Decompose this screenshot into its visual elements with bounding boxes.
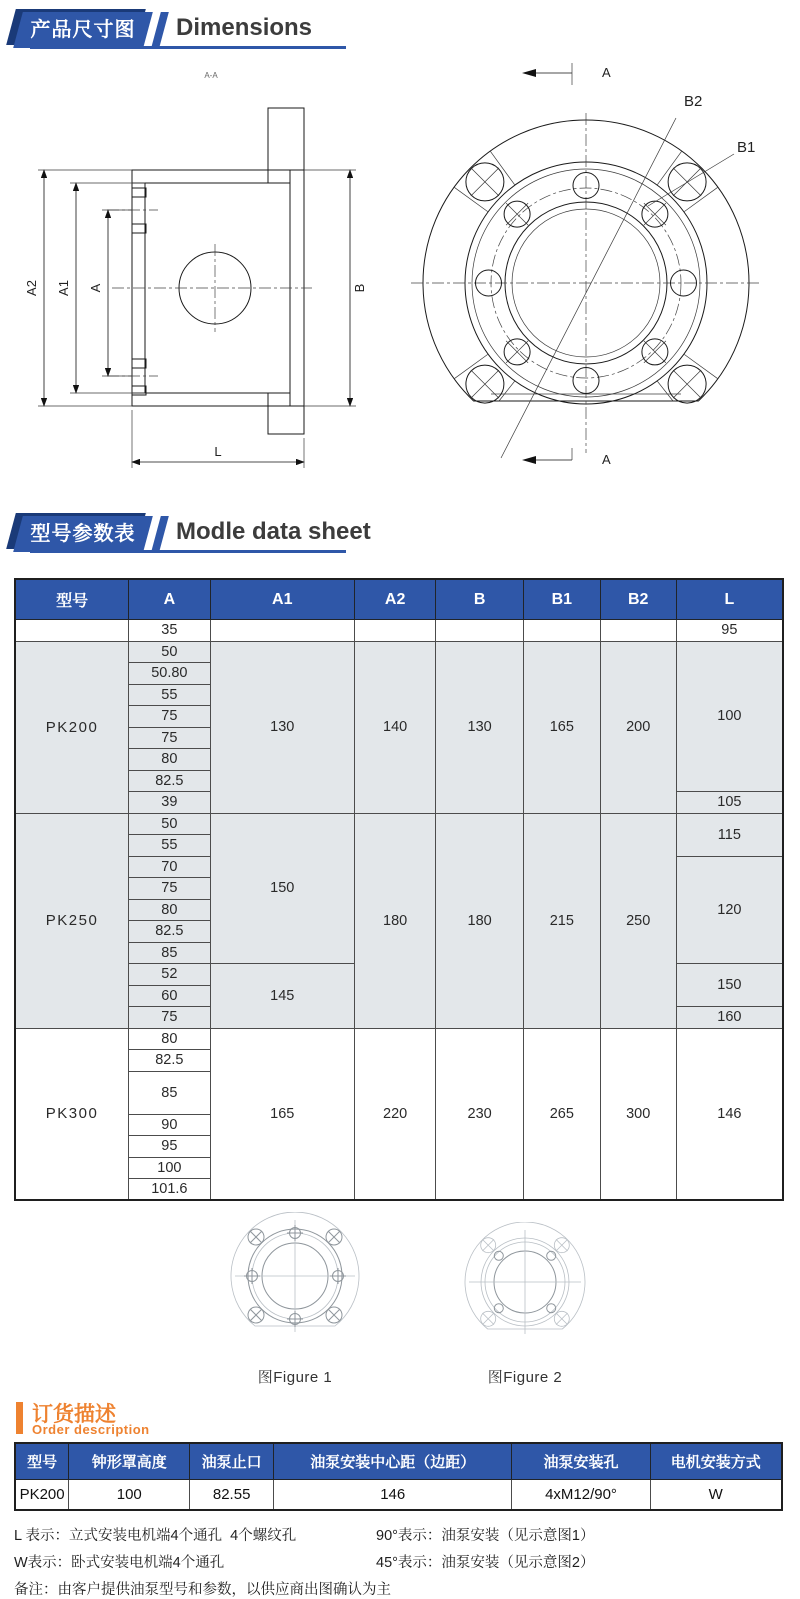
table-cell: 101.6 <box>129 1179 210 1201</box>
table-cell: 75 <box>129 727 210 749</box>
front-view-drawing <box>396 58 796 500</box>
table-cell: 250 <box>600 813 676 1028</box>
note-l-meaning: L 表示：立式安装电机端4个通孔 4个螺纹孔 <box>14 1528 297 1544</box>
table-cell: PK300 <box>15 1028 129 1200</box>
note-w-meaning: W表示：卧式安装电机端4个通孔 <box>14 1555 225 1571</box>
column-header: B <box>436 579 524 620</box>
table-cell: 35 <box>129 620 210 642</box>
table-cell: 150 <box>210 813 354 964</box>
section-underline <box>30 46 346 49</box>
figure-2-caption: 图Figure 2 <box>487 1369 563 1386</box>
column-header: 电机安装方式 <box>650 1443 782 1480</box>
column-header: 钟形罩高度 <box>69 1443 190 1480</box>
table-cell: 4xM12/90° <box>512 1480 650 1511</box>
section-title: Dimensions <box>176 14 313 41</box>
orange-accent-bar <box>16 1402 23 1434</box>
column-header: B1 <box>523 579 600 620</box>
table-cell: 130 <box>210 641 354 813</box>
table-cell: 230 <box>436 1028 524 1200</box>
table-cell <box>436 620 524 642</box>
table-cell: 165 <box>210 1028 354 1200</box>
table-cell: 39 <box>129 792 210 814</box>
table-cell: 50.80 <box>129 663 210 685</box>
table-cell <box>15 620 129 642</box>
dimensions-badge <box>13 12 153 48</box>
table-cell: 180 <box>354 813 435 1028</box>
column-header: A <box>129 579 210 620</box>
table-cell: 146 <box>676 1028 783 1200</box>
table-cell: 140 <box>354 641 435 813</box>
table-cell: 80 <box>129 1028 210 1050</box>
table-cell: 146 <box>273 1480 512 1511</box>
table-cell: 85 <box>129 1071 210 1114</box>
table-cell: 100 <box>676 641 783 792</box>
table-cell: 150 <box>676 964 783 1007</box>
table-cell: W <box>650 1480 782 1511</box>
column-header: 油泵止口 <box>190 1443 274 1480</box>
table-cell <box>354 620 435 642</box>
section-arrow-a-bottom: A <box>602 452 611 467</box>
table-cell <box>600 620 676 642</box>
table-cell: 265 <box>523 1028 600 1200</box>
table-cell: 100 <box>129 1157 210 1179</box>
table-cell: 82.5 <box>129 770 210 792</box>
badge-label: 产品尺寸图 <box>30 19 136 41</box>
dim-a1-label: A1 <box>56 280 71 296</box>
table-cell: 145 <box>210 964 354 1029</box>
model-data-table <box>14 578 784 1201</box>
figure-2-drawing <box>445 1222 605 1352</box>
badge-label: 型号参数表 <box>30 523 136 545</box>
badge-stripe <box>151 516 169 552</box>
section-header-dimensions <box>0 12 800 64</box>
dim-a2-label: A2 <box>24 280 39 296</box>
table-cell: 85 <box>129 942 210 964</box>
table-cell: 90 <box>129 1114 210 1136</box>
table-cell: 82.5 <box>129 921 210 943</box>
label-b1: B1 <box>737 139 756 156</box>
table-cell: 60 <box>129 985 210 1007</box>
table-cell: 200 <box>600 641 676 813</box>
column-header: 型号 <box>15 579 129 620</box>
label-b2: B2 <box>684 93 703 110</box>
figure-1-drawing <box>210 1212 380 1352</box>
table-cell: 75 <box>129 878 210 900</box>
table-cell: 160 <box>676 1007 783 1029</box>
table-cell: 75 <box>129 1007 210 1029</box>
table-cell <box>210 620 354 642</box>
table-cell: 105 <box>676 792 783 814</box>
side-section-drawing <box>12 58 388 500</box>
table-cell: 50 <box>129 641 210 663</box>
model-data-badge <box>13 516 153 552</box>
table-cell: PK200 <box>15 1480 69 1511</box>
table-cell: 130 <box>436 641 524 813</box>
column-header: A1 <box>210 579 354 620</box>
dim-b-label: B <box>352 283 367 293</box>
table-cell: 165 <box>523 641 600 813</box>
table-cell: 220 <box>354 1028 435 1200</box>
table-cell: 82.55 <box>190 1480 274 1511</box>
table-cell: 300 <box>600 1028 676 1200</box>
column-header: 型号 <box>15 1443 69 1480</box>
order-description-header <box>0 1398 800 1442</box>
order-table <box>14 1442 783 1511</box>
view-label: A-A <box>204 71 218 80</box>
column-header: 油泵安装中心距（边距） <box>273 1443 512 1480</box>
section-underline <box>30 550 346 553</box>
table-cell: 82.5 <box>129 1050 210 1072</box>
table-cell: 100 <box>69 1480 190 1511</box>
table-cell <box>523 620 600 642</box>
table-cell: PK250 <box>15 813 129 1028</box>
section-title: Modle data sheet <box>176 518 371 545</box>
table-cell: 55 <box>129 835 210 857</box>
note-45-meaning: 45°表示：油泵安装（见示意图2） <box>376 1555 595 1571</box>
dim-a-label: A <box>88 283 103 293</box>
table-cell: 50 <box>129 813 210 835</box>
order-title-cn: 订货描述 <box>32 1403 116 1426</box>
table-cell: 80 <box>129 899 210 921</box>
column-header: A2 <box>354 579 435 620</box>
table-cell: 95 <box>676 620 783 642</box>
table-cell: 52 <box>129 964 210 986</box>
note-remark: 备注：由客户提供油泵型号和参数，以供应商出图确认为主 <box>14 1582 391 1598</box>
badge-stripe <box>151 12 169 48</box>
table-cell: PK200 <box>15 641 129 813</box>
table-cell: 115 <box>676 813 783 856</box>
section-arrow-a-top: A <box>602 65 611 80</box>
table-cell: 180 <box>436 813 524 1028</box>
section-header-model-data <box>0 516 800 568</box>
table-cell: 70 <box>129 856 210 878</box>
column-header: 油泵安装孔 <box>512 1443 650 1480</box>
table-cell: 120 <box>676 856 783 964</box>
order-title-en: Order description <box>32 1422 150 1437</box>
table-cell: 80 <box>129 749 210 771</box>
column-header: B2 <box>600 579 676 620</box>
figure-1-caption: 图Figure 1 <box>257 1369 333 1386</box>
note-90-meaning: 90°表示：油泵安装（见示意图1） <box>376 1528 595 1544</box>
table-cell: 75 <box>129 706 210 728</box>
table-cell: 215 <box>523 813 600 1028</box>
table-cell: 95 <box>129 1136 210 1158</box>
table-cell: 55 <box>129 684 210 706</box>
dim-l-label: L <box>214 444 222 459</box>
column-header: L <box>676 579 783 620</box>
